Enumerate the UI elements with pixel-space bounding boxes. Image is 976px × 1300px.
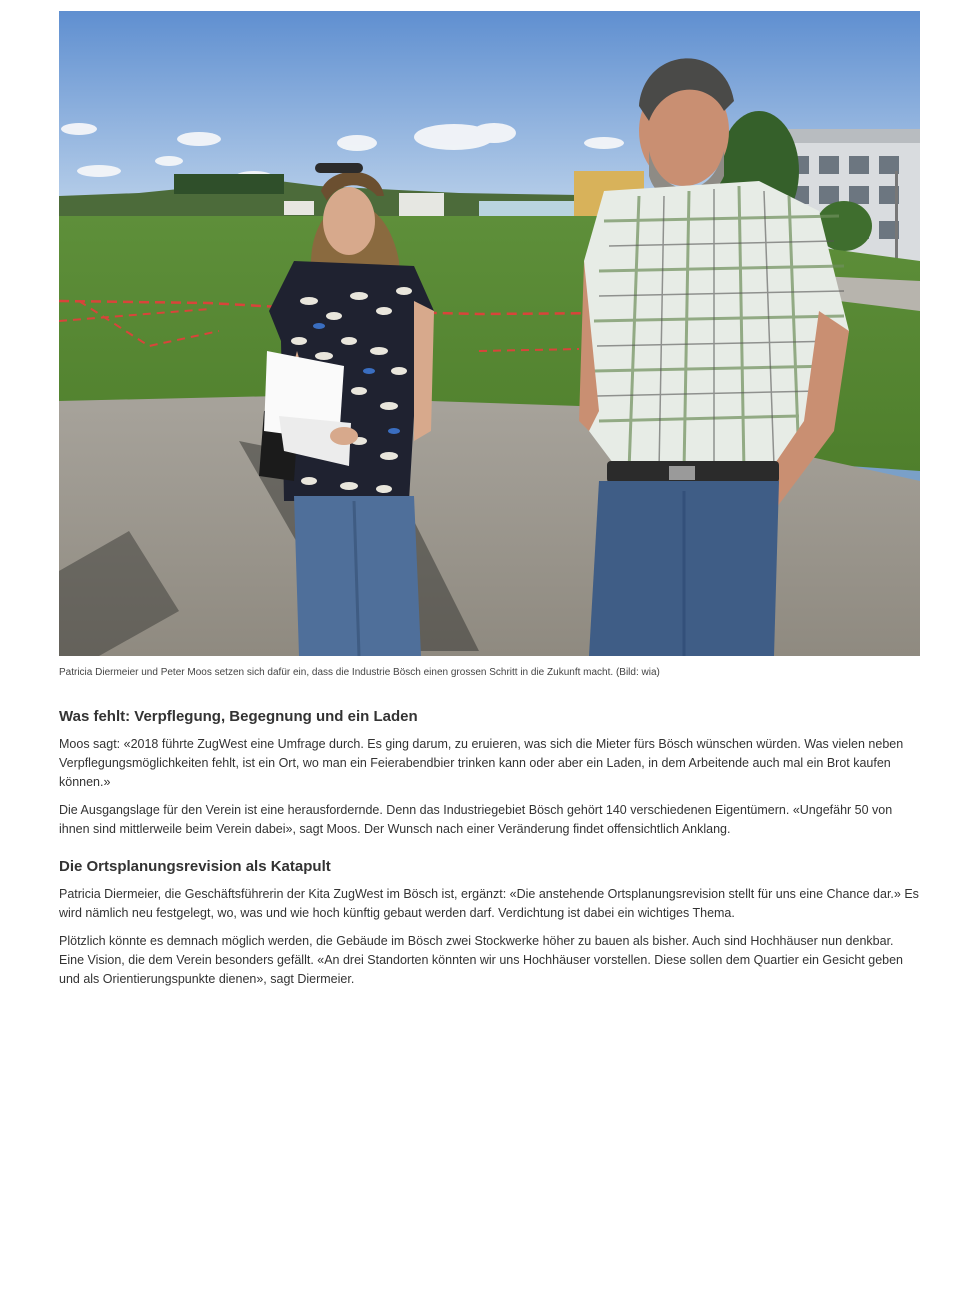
paragraph: Patricia Diermeier, die Geschäftsführerin der Kita ZugWest im Bösch ist, ergänzt: «Die anstehende Ortsplanungsrevision stellt für uns eine Chance dar.» Es wird nämlich neu festgelegt, wo, was und wie hoch künftig gebaut werden darf. Verdichtung ist dabei ein wichtiges Thema. — [59, 887, 919, 920]
paragraph: Plötzlich könnte es demnach möglich werden, die Gebäude im Bösch zwei Stockwerke höher zu bauen als bisher. Auch sind Hochhäuser nun denkbar. Eine Vision, die dem Verein besonders gefällt. «An drei Standorten könnten wir uns Hochhäuser vorstellen. Diese sollen dem Quartier ein Gesicht geben und als Orientierungspunkte dienen», sagt Diermeier. — [59, 934, 904, 986]
paragraph: Moos sagt: «2018 führte ZugWest eine Umfrage durch. Es ging darum, zu eruieren, was sich die Mieter fürs Bösch wünschen würden. Was vielen neben Verpflegungsmöglichkeiten fehlt, ist ein Ort, wo man ein Feierabendbier trinken kann oder aber ein Laden, in dem Arbeitende auch mal ein Brot kaufen können.» — [59, 737, 904, 789]
section-heading-ortsplanungsrevision: Die Ortsplanungsrevision als Katapult — [59, 858, 331, 875]
section-heading-verpflegung: Was fehlt: Verpflegung, Begegnung und ein Laden — [59, 708, 418, 725]
paragraph: Die Ausgangslage für den Verein ist eine herausfordernde. Denn das Industriegebiet Bösch gehört 140 verschiedenen Eigentümern. «Ungefähr 50 von ihnen sind mittlerweile beim Verein dabei», sagt Moos. Der Wunsch nach einer Veränderung findet offensichtlich Anklang. — [59, 803, 893, 836]
article-photo — [59, 11, 920, 656]
article — [59, 11, 920, 989]
photo-caption: Patricia Diermeier und Peter Moos setzen sich dafür ein, dass die Industrie Bösch einen grossen Schritt in die Zukunft macht. (Bild: wia) — [59, 667, 660, 678]
